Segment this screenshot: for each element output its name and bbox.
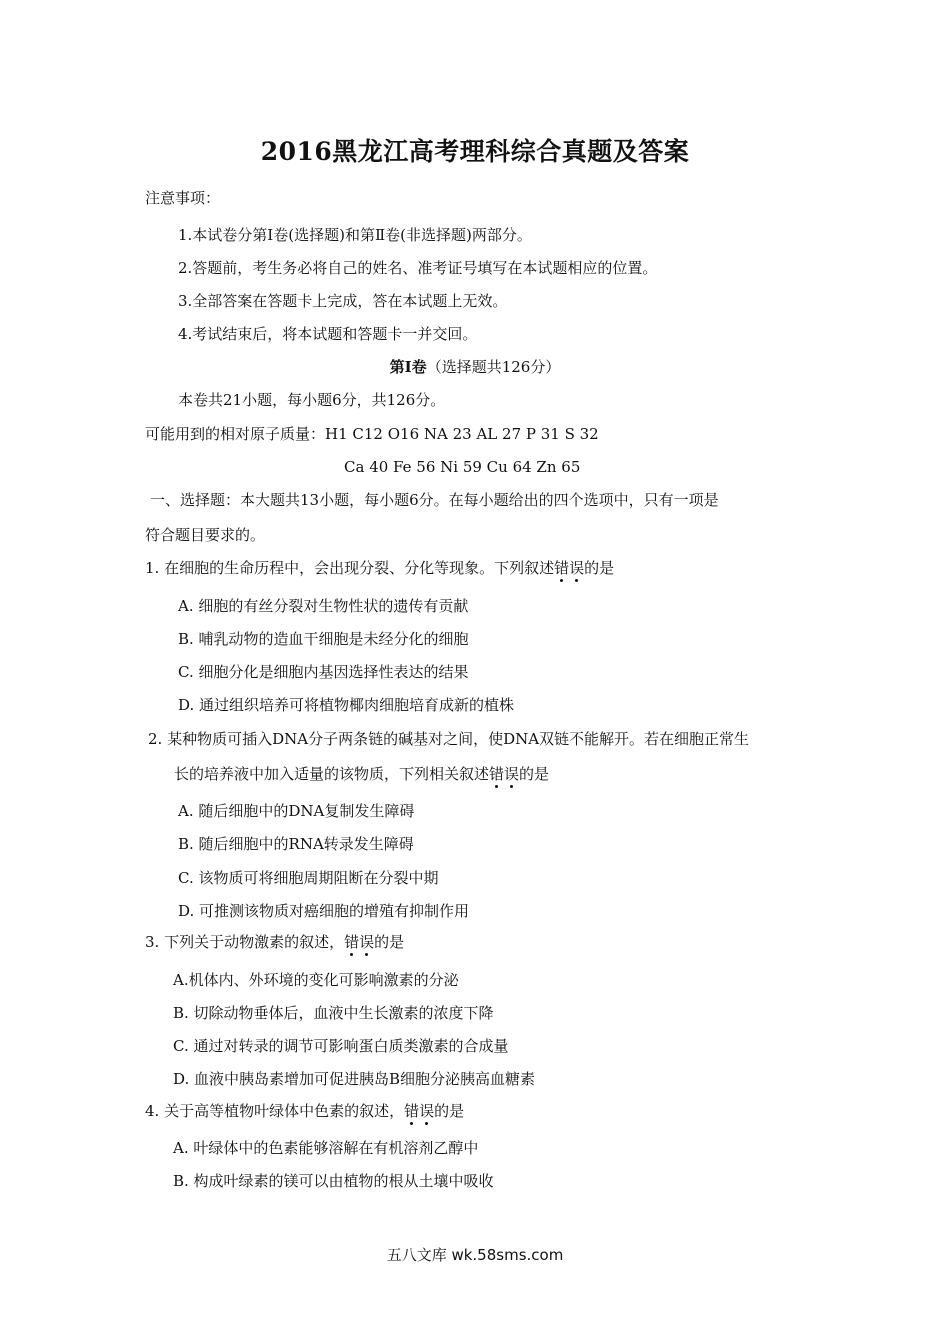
stem-text: 1. 在细胞的生命历程中，会出现分裂、分化等现象。下列叙述 bbox=[145, 559, 555, 577]
question-stem bbox=[145, 932, 404, 952]
section-title-bold: 第Ⅰ卷 bbox=[389, 358, 427, 376]
stem-text: 长的培养液中加入适量的该物质，下列相关叙述 bbox=[174, 765, 490, 783]
question-stem bbox=[145, 558, 614, 578]
question-stem bbox=[145, 1101, 464, 1121]
emphasis-char: 误 bbox=[569, 559, 585, 577]
question-option: C. 通过对转录的调节可影响蛋白质类激素的合成量 bbox=[173, 1037, 509, 1055]
question-stem: 2. 某种物质可插入DNA分子两条链的碱基对之间，使DNA双链不能解开。若在细胞正常生 bbox=[148, 730, 750, 748]
page-footer: 五八文库 wk.58sms.com bbox=[386, 1246, 564, 1264]
emphasis-char: 误 bbox=[419, 1102, 435, 1120]
stem-text: 的是 bbox=[374, 933, 405, 951]
question-option: C. 细胞分化是细胞内基因选择性表达的结果 bbox=[178, 663, 469, 681]
question-option: C. 该物质可将细胞周期阻断在分裂中期 bbox=[178, 869, 439, 887]
stem-text: 的是 bbox=[519, 765, 550, 783]
emphasis-char: 错 bbox=[404, 1102, 420, 1120]
emphasis-char: 错 bbox=[344, 933, 360, 951]
question-option: A. 叶绿体中的色素能够溶解在有机溶剂乙醇中 bbox=[173, 1139, 479, 1157]
section-summary: 本卷共21小题，每小题6分，共126分。 bbox=[178, 391, 446, 409]
emphasis-char: 误 bbox=[359, 933, 375, 951]
question-option: B. 哺乳动物的造血干细胞是未经分化的细胞 bbox=[178, 630, 469, 648]
instruction-line: 符合题目要求的。 bbox=[145, 526, 266, 544]
note-item: 3.全部答案在答题卡上完成，答在本试题上无效。 bbox=[178, 292, 508, 310]
note-item: 1.本试卷分第Ⅰ卷(选择题)和第Ⅱ卷(非选择题)两部分。 bbox=[178, 226, 532, 244]
question-option: B. 构成叶绿素的镁可以由植物的根从土壤中吸收 bbox=[173, 1172, 494, 1190]
question-option: A. 细胞的有丝分裂对生物性状的遗传有贡献 bbox=[178, 597, 469, 615]
stem-text: 的是 bbox=[584, 559, 615, 577]
question-option: B. 切除动物垂体后，血液中生长激素的浓度下降 bbox=[173, 1004, 494, 1022]
question-option: D. 血液中胰岛素增加可促进胰岛B细胞分泌胰高血糖素 bbox=[173, 1070, 536, 1088]
stem-text: 4. 关于高等植物叶绿体中色素的叙述， bbox=[145, 1102, 405, 1120]
atomic-mass-line: 可能用到的相对原子质量：H1 C12 O16 NA 23 AL 27 P 31 S 32 bbox=[145, 425, 599, 443]
question-option: A. 随后细胞中的DNA复制发生障碍 bbox=[178, 802, 415, 820]
stem-text: 3. 下列关于动物激素的叙述， bbox=[145, 933, 345, 951]
question-option: D. 通过组织培养可将植物椰肉细胞培育成新的植株 bbox=[178, 696, 515, 714]
question-option: B. 随后细胞中的RNA转录发生障碍 bbox=[178, 835, 414, 853]
section-title-rest: （选择题共126分） bbox=[426, 358, 561, 376]
atomic-mass-line: Ca 40 Fe 56 Ni 59 Cu 64 Zn 65 bbox=[344, 458, 581, 476]
section-title bbox=[0, 357, 950, 377]
emphasis-char: 错 bbox=[489, 765, 505, 783]
note-item: 2.答题前，考生务必将自己的姓名、准考证号填写在本试题相应的位置。 bbox=[178, 259, 658, 277]
question-stem bbox=[174, 764, 549, 784]
emphasis-char: 错 bbox=[554, 559, 570, 577]
question-option: D. 可推测该物质对癌细胞的增殖有抑制作用 bbox=[178, 902, 470, 920]
emphasis-char: 误 bbox=[504, 765, 520, 783]
instruction-line: 一、选择题：本大题共13小题，每小题6分。在每小题给出的四个选项中，只有一项是 bbox=[150, 491, 719, 509]
notes-heading: 注意事项： bbox=[145, 189, 221, 207]
stem-text: 的是 bbox=[434, 1102, 465, 1120]
note-item: 4.考试结束后，将本试题和答题卡一并交回。 bbox=[178, 325, 478, 343]
document-title: 2016黑龙江高考理科综合真题及答案 bbox=[260, 137, 690, 166]
question-option: A.机体内、外环境的变化可影响激素的分泌 bbox=[173, 971, 459, 989]
